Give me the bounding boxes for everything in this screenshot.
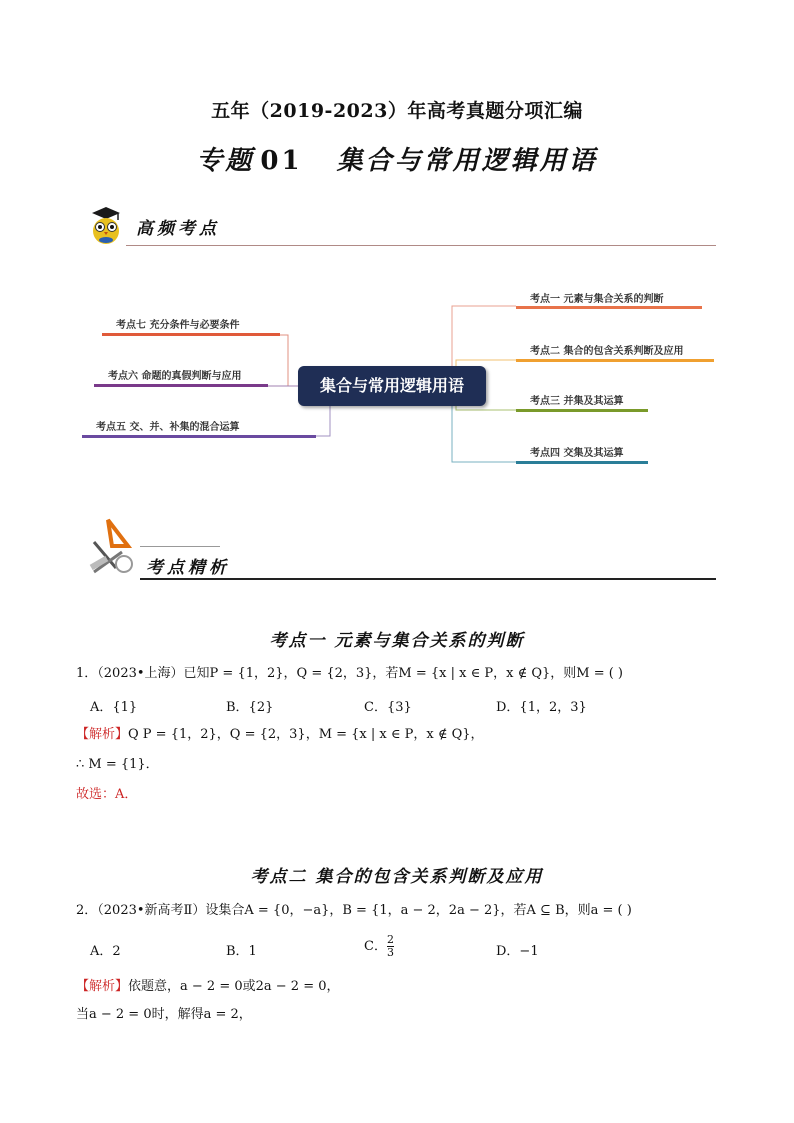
question-1-option-c: C．{3} [364,700,412,715]
subtitle-number: 01 [260,146,303,176]
mindmap-topic-7-bar [102,333,280,336]
question-1-number: 1． [76,666,98,681]
mindmap-topic-5-label: 考点五 交、并、补集的混合运算 [96,422,240,433]
mindmap-topic-4-label: 考点四 交集及其运算 [530,448,624,459]
answer-line: 故选：A． [76,787,138,802]
subtitle-topic: 集合与常用逻辑用语 [336,146,598,176]
mindmap-topic-1-bar [516,306,702,309]
analysis-line-1: 依题意，a − 2 = 0或2a − 2 = 0， [128,979,340,994]
mindmap-topic-3-label: 考点三 并集及其运算 [530,396,624,407]
option-c-fraction [387,934,394,959]
mindmap-center-node: 集合与常用逻辑用语 [298,366,486,406]
analysis-line-2: 当a − 2 = 0时，解得a = 2， [76,1007,252,1022]
mindmap-topic-6-label: 考点六 命题的真假判断与应用 [108,371,242,382]
section-divider-thick [140,578,716,580]
question-1-option-d: D．{1，2，3} [496,700,587,715]
question-2-number: 2． [76,903,98,918]
section-label-underline [140,546,220,547]
option-c-letter: C． [364,939,387,954]
question-2-option-d: D．−1 [496,944,539,959]
analysis-line-2: ∴ M = {1}． [76,757,159,772]
fraction-numerator: 2 [386,933,394,946]
geometry-tools-icon [86,516,138,576]
mindmap-topic-2-label: 考点二 集合的包含关系判断及应用 [530,346,684,357]
mindmap-topic-4-bar [516,461,648,464]
analysis-line-1: Q P = {1，2}，Q = {2，3}，M = {x | x ∈ P，x ∉ Q}， [128,727,484,742]
question-2-analysis [76,978,340,996]
question-1-option-a: A．{1} [90,700,138,715]
mindmap-topic-2-bar [516,359,714,362]
mindmap-topic-7-label: 考点七 充分条件与必要条件 [116,320,240,331]
question-2-option-c [364,934,394,959]
question-2-option-a: A．2 [90,944,121,959]
question-1-option-b: B．{2} [226,700,274,715]
document-title: 五年（2019-2023）年高考真题分项汇编 [211,100,583,122]
question-1-text: 已知P = {1，2}，Q = {2，3}，若M = {x | x ∈ P，x ∉ Q}，则M = ( ) [183,666,624,681]
mindmap-topic-5-bar [82,435,316,438]
section-label-analysis: 考点精析 [146,558,230,578]
question-1 [76,665,623,683]
fraction-denominator: 3 [386,946,394,959]
subtitle-prefix: 专题 [196,146,255,176]
question-1-source: （2023•上海） [97,666,184,681]
question-1-analysis [76,726,484,744]
question-2-option-b: B．1 [226,944,257,959]
question-2 [76,902,632,920]
analysis-tag: 【解析】 [76,979,129,994]
question-2-source: （2023•新高考Ⅱ） [97,903,206,918]
topic-1-heading: 考点一 元素与集合关系的判断 [269,631,525,651]
analysis-tag: 【解析】 [76,727,129,742]
section-label-frequent-topics: 高频考点 [136,219,220,239]
question-2-text: 设集合A = {0，−a}，B = {1，a − 2，2a − 2}，若A ⊆ B，则a = ( ) [205,903,632,918]
mindmap-topic-1-label: 考点一 元素与集合关系的判断 [530,294,664,305]
mindmap-topic-6-bar [94,384,268,387]
mindmap-topic-3-bar [516,409,648,412]
topic-2-heading: 考点二 集合的包含关系判断及应用 [250,867,544,887]
